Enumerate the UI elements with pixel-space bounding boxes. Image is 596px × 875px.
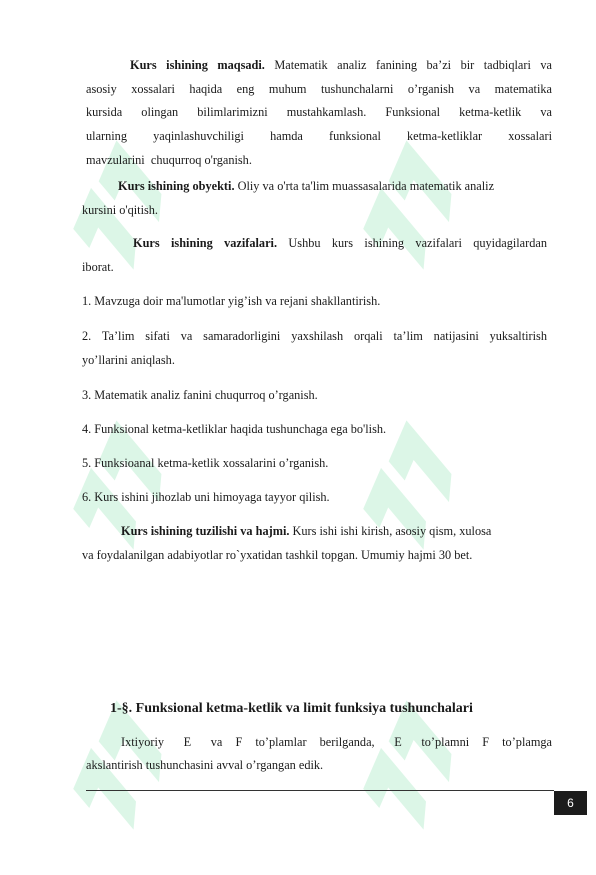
chapter-heading: 1-§. Funksional ketma-ketlik va limit funksiya tushunchalari	[110, 701, 473, 716]
vazifa-title: Kurs ishining vazifalari.	[133, 236, 278, 250]
task-item: 5. Funksioanal ketma-ketlik xossalarini o’rganish.	[82, 456, 329, 470]
maqsad-title: Kurs ishining maqsadi.	[130, 58, 265, 72]
page-number: 6	[554, 791, 587, 815]
footer-divider	[86, 790, 554, 791]
obyekt-title: Kurs ishining obyekti.	[118, 179, 235, 193]
task-item: 1. Mavzuga doir ma'lumotlar yig’ish va rejani shakllantirish.	[82, 294, 381, 308]
tuzilish-line-2: va foydalanilgan adabiyotlar ro`yxatidan tashkil topgan. Umumiy hajmi 30 bet.	[82, 548, 473, 562]
maqsad-line-5: mavzularini chuqurroq o'rganish.	[86, 153, 252, 167]
maqsad-line-4: ularning yaqinlashuvchiligi hamda funksional ketma-ketliklar xossalari	[86, 129, 552, 143]
chapter-line-1: Ixtiyoriy E va F to’plamlar berilganda, E to’plamni F to’plamga	[121, 735, 552, 749]
task-item: 3. Matematik analiz fanini chuqurroq o’rganish.	[82, 388, 318, 402]
tuzilish-title: Kurs ishining tuzilishi va hajmi.	[121, 524, 290, 538]
task-item: 6. Kurs ishini jihozlab uni himoyaga tayyor qilish.	[82, 490, 330, 504]
task-item: yo’llarini aniqlash.	[82, 353, 175, 367]
vazifa-line-2: iborat.	[82, 260, 114, 274]
vazifa-line-1: Kurs ishining vazifalari. Ushbu kurs ishining vazifalari quyidagilardan	[133, 236, 547, 250]
obyekt-line-2: kursini o'qitish.	[82, 203, 159, 217]
tuzilish-line-1: Kurs ishining tuzilishi va hajmi. Kurs ishi ishi kirish, asosiy qism, xulosa	[121, 524, 492, 538]
obyekt-line-1: Kurs ishining obyekti. Oliy va o'rta ta'lim muassasalarida matematik analiz	[118, 179, 495, 193]
chapter-line-2: akslantirish tushunchasini avval o’rgangan edik.	[86, 758, 324, 772]
task-item: 4. Funksional ketma-ketliklar haqida tushunchaga ega bo'lish.	[82, 422, 387, 436]
maqsad-line-3: kursida olingan bilimlarimizni mustahkamlash. Funksional ketma-ketlik va	[86, 105, 552, 119]
task-item: 2. Ta’lim sifati va samaradorligini yaxshilash orqali ta’lim natijasini yuksaltirish	[82, 329, 547, 343]
maqsad-line-1: Kurs ishining maqsadi. Matematik analiz fanining ba’zi bir tadbiqlari va	[130, 58, 552, 72]
maqsad-line-2: asosiy xossalari haqida eng muhum tushunchalarni o’rganish va matematika	[86, 82, 552, 96]
